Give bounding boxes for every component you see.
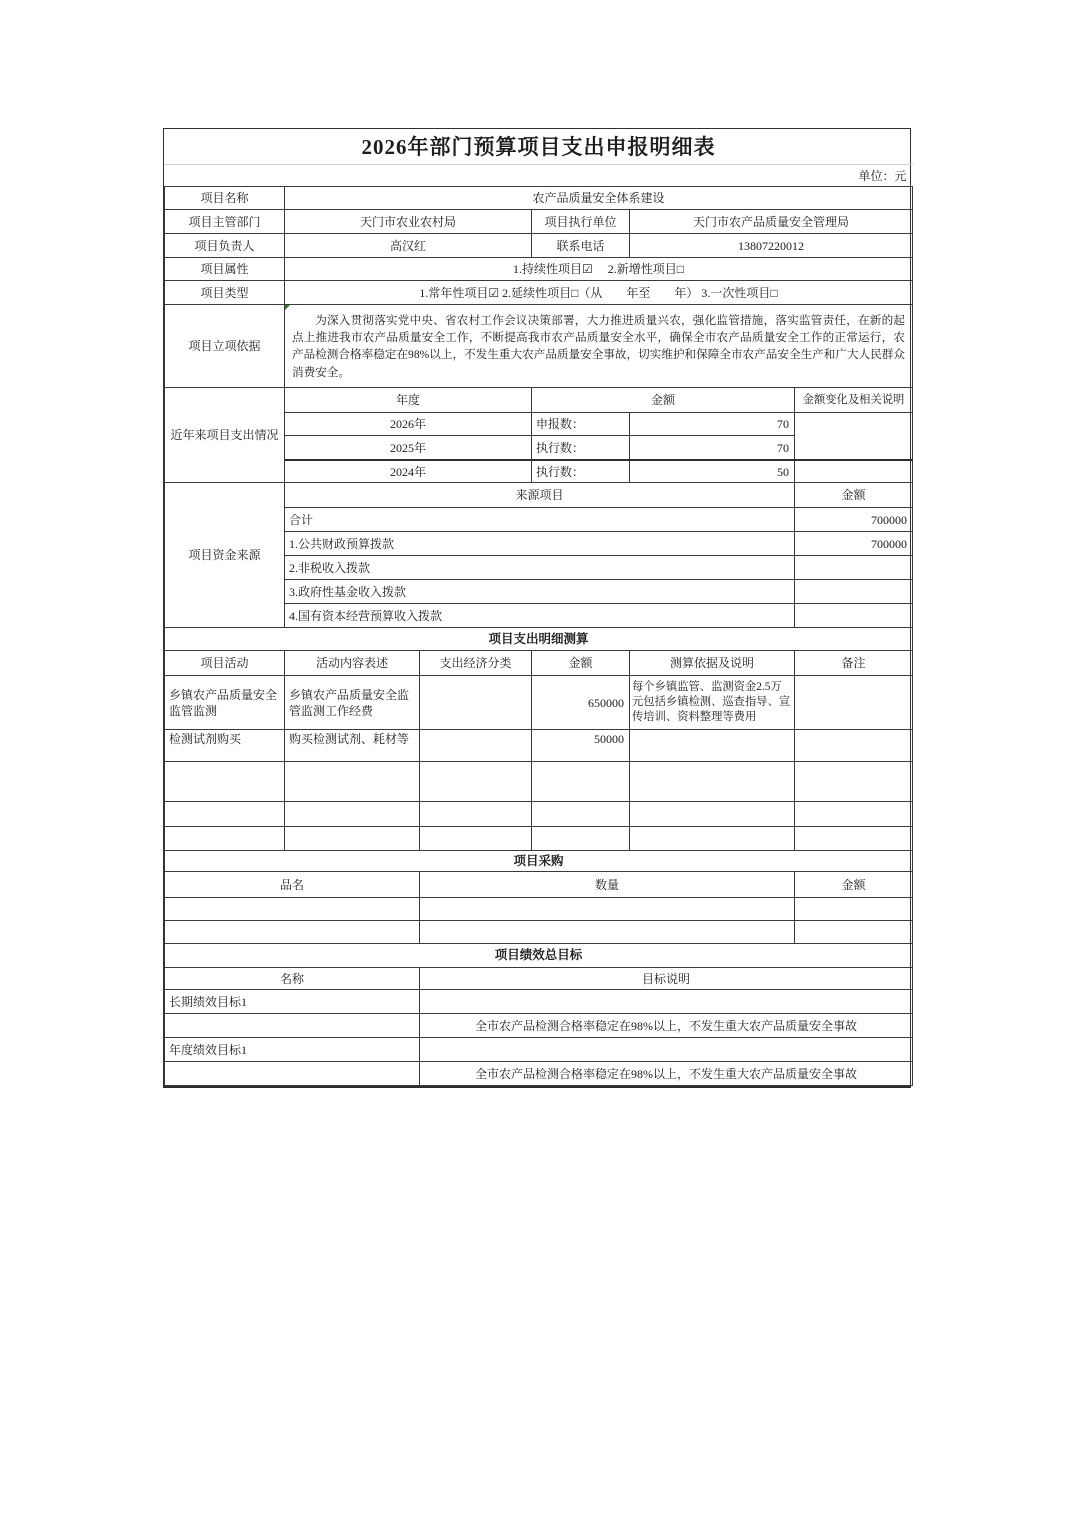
detail-row — [165, 676, 913, 730]
detail-basis — [630, 730, 795, 762]
dept-value: 天门市农业农村局 — [285, 210, 532, 234]
performance-row-longterm — [165, 990, 913, 1014]
detail-amount: 50000 — [532, 730, 630, 762]
exec-unit-label: 项目执行单位 — [532, 210, 630, 234]
type-label: 项目类型 — [165, 281, 285, 305]
phone-label: 联系电话 — [532, 234, 630, 258]
performance-desc — [420, 990, 913, 1014]
detail-activity — [165, 762, 285, 802]
procurement-header-row — [165, 872, 913, 898]
detail-basis: 每个乡镇监管、监测资金2.5万元包括乡镇检测、巡查指导、宣传培训、资料整理等费用 — [630, 676, 795, 730]
manager-row — [165, 234, 913, 258]
detail-remark — [795, 676, 913, 730]
manager-value: 高汉红 — [285, 234, 532, 258]
detail-basis — [630, 802, 795, 827]
performance-title-row — [165, 944, 913, 968]
detail-activity — [165, 827, 285, 851]
performance-row-annual-desc — [165, 1062, 913, 1086]
detail-remark — [795, 730, 913, 762]
detail-content — [285, 762, 420, 802]
detail-category — [420, 762, 532, 802]
unit-note: 单位：元 — [165, 165, 913, 187]
funding-amount: 700000 — [795, 532, 913, 556]
performance-name: 长期绩效目标1 — [165, 990, 420, 1014]
detail-content — [285, 827, 420, 851]
procurement-section-title: 项目采购 — [165, 851, 913, 872]
performance-row-annual — [165, 1038, 913, 1062]
type-row — [165, 281, 913, 305]
funding-amount-header: 金额 — [795, 483, 913, 508]
performance-header-row — [165, 968, 913, 990]
unit-row — [165, 165, 913, 187]
procurement-amount — [795, 898, 913, 921]
history-kind: 执行数： — [532, 436, 630, 460]
detail-row-empty — [165, 802, 913, 827]
funding-label: 项目资金来源 — [165, 483, 285, 628]
procurement-qty — [420, 921, 795, 944]
detail-header-content: 活动内容表述 — [285, 651, 420, 676]
funding-header-row — [165, 483, 913, 508]
detail-activity: 检测试剂购买 — [165, 730, 285, 762]
detail-category — [420, 730, 532, 762]
history-year: 2026年 — [285, 413, 532, 436]
funding-source: 2.非税收入拨款 — [285, 556, 795, 580]
history-note-header: 金额变化及相关说明 — [795, 388, 913, 413]
funding-source: 1.公共财政预算拨款 — [285, 532, 795, 556]
detail-header-row — [165, 651, 913, 676]
detail-row-empty — [165, 827, 913, 851]
detail-content: 乡镇农产品质量安全监管监测工作经费 — [285, 676, 420, 730]
procurement-item — [165, 898, 420, 921]
history-header-row — [165, 388, 913, 413]
detail-category — [420, 802, 532, 827]
attribute-value: 1.持续性项目☑ 2.新增性项目□ — [285, 258, 913, 281]
performance-name — [165, 1062, 420, 1086]
detail-activity — [165, 802, 285, 827]
detail-amount: 650000 — [532, 676, 630, 730]
history-label: 近年来项目支出情况 — [165, 388, 285, 483]
funding-source: 4.国有资本经营预算收入拨款 — [285, 604, 795, 628]
history-note-cell — [795, 413, 913, 460]
detail-remark — [795, 827, 913, 851]
funding-source: 合计 — [285, 508, 795, 532]
detail-row-empty — [165, 762, 913, 802]
phone-value: 13807220012 — [630, 234, 913, 258]
detail-header-category: 支出经济分类 — [420, 651, 532, 676]
funding-source-header: 来源项目 — [285, 483, 795, 508]
detail-remark — [795, 762, 913, 802]
procurement-item-header: 品名 — [165, 872, 420, 898]
history-value: 50 — [630, 460, 795, 483]
attribute-label: 项目属性 — [165, 258, 285, 281]
history-value: 70 — [630, 413, 795, 436]
funding-source: 3.政府性基金收入拨款 — [285, 580, 795, 604]
performance-name — [165, 1014, 420, 1038]
history-value: 70 — [630, 436, 795, 460]
detail-basis — [630, 827, 795, 851]
dept-label: 项目主管部门 — [165, 210, 285, 234]
history-note-cell — [795, 460, 913, 483]
title-row — [165, 129, 913, 165]
funding-amount: 700000 — [795, 508, 913, 532]
procurement-amount — [795, 921, 913, 944]
budget-table-sheet — [163, 128, 911, 1088]
detail-title-row — [165, 628, 913, 651]
basis-cell — [285, 305, 913, 388]
budget-table — [164, 129, 913, 1086]
project-name-row — [165, 187, 913, 210]
funding-amount — [795, 604, 913, 628]
dept-row — [165, 210, 913, 234]
detail-amount — [532, 802, 630, 827]
detail-header-remark: 备注 — [795, 651, 913, 676]
history-amount-header: 金额 — [532, 388, 795, 413]
history-kind: 申报数： — [532, 413, 630, 436]
performance-row-longterm-desc — [165, 1014, 913, 1038]
detail-header-amount: 金额 — [532, 651, 630, 676]
funding-amount — [795, 580, 913, 604]
procurement-title-row — [165, 851, 913, 872]
basis-row — [165, 305, 913, 388]
detail-row — [165, 730, 913, 762]
detail-content: 购买检测试剂、耗材等 — [285, 730, 420, 762]
procurement-amount-header: 金额 — [795, 872, 913, 898]
funding-amount — [795, 556, 913, 580]
manager-label: 项目负责人 — [165, 234, 285, 258]
detail-category — [420, 827, 532, 851]
history-year-header: 年度 — [285, 388, 532, 413]
performance-desc: 全市农产品检测合格率稳定在98%以上，不发生重大农产品质量安全事故 — [420, 1014, 913, 1038]
cell-corner-marker-icon — [285, 305, 290, 310]
type-value: 1.常年性项目☑ 2.延续性项目□（从 年至 年） 3.一次性项目□ — [285, 281, 913, 305]
history-kind: 执行数： — [532, 460, 630, 483]
procurement-row-empty — [165, 921, 913, 944]
performance-desc — [420, 1038, 913, 1062]
history-year: 2024年 — [285, 460, 532, 483]
basis-text: 为深入贯彻落实党中央、省农村工作会议决策部署，大力推进质量兴农，强化监管措施，落实监管责任，在新的起点上推进我市农产品质量安全工作，不断提高我市农产品质量安全水平，确保全市农产品质量安全工作的正常运行，农产品检测合格率稳定在98%以上，不发生重大农产品质量安全事故，切实维护和保障全市农产品安全生产和广大人民群众消费安全。 — [292, 313, 905, 379]
history-year: 2025年 — [285, 436, 532, 460]
detail-category — [420, 676, 532, 730]
performance-desc: 全市农产品检测合格率稳定在98%以上，不发生重大农产品质量安全事故 — [420, 1062, 913, 1086]
detail-basis — [630, 762, 795, 802]
performance-desc-header: 目标说明 — [420, 968, 913, 990]
performance-name-header: 名称 — [165, 968, 420, 990]
detail-header-activity: 项目活动 — [165, 651, 285, 676]
attribute-row — [165, 258, 913, 281]
procurement-qty-header: 数量 — [420, 872, 795, 898]
detail-section-title: 项目支出明细测算 — [165, 628, 913, 651]
page-title: 2026年部门预算项目支出申报明细表 — [165, 129, 913, 165]
detail-content — [285, 802, 420, 827]
detail-amount — [532, 762, 630, 802]
project-name-label: 项目名称 — [165, 187, 285, 210]
detail-amount — [532, 827, 630, 851]
basis-label: 项目立项依据 — [165, 305, 285, 388]
procurement-item — [165, 921, 420, 944]
procurement-row-empty — [165, 898, 913, 921]
exec-unit-value: 天门市农产品质量安全管理局 — [630, 210, 913, 234]
performance-section-title: 项目绩效总目标 — [165, 944, 913, 968]
performance-name: 年度绩效目标1 — [165, 1038, 420, 1062]
project-name-value: 农产品质量安全体系建设 — [285, 187, 913, 210]
procurement-qty — [420, 898, 795, 921]
detail-header-basis: 测算依据及说明 — [630, 651, 795, 676]
detail-remark — [795, 802, 913, 827]
detail-activity: 乡镇农产品质量安全监管监测 — [165, 676, 285, 730]
